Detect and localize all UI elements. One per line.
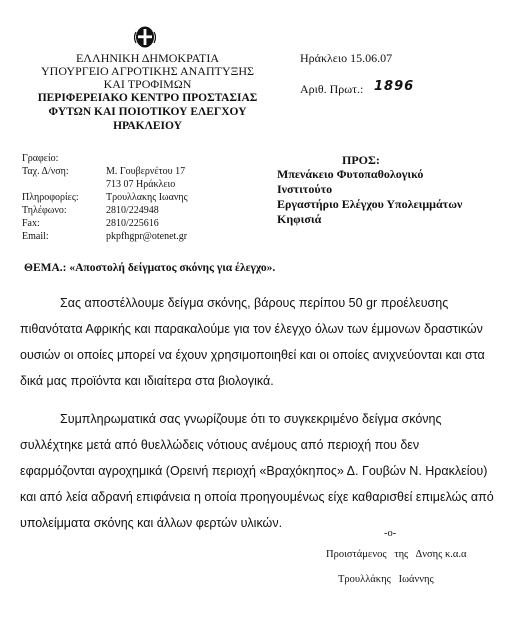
body-p2-line-1: Συμπληρωματικά σας γνωρίζουμε ότι το συγκεκριμένο δείγμα σκόνης <box>60 412 442 426</box>
info-value: Τρουλλακης Ιωανης <box>106 192 188 203</box>
recipient-line-2: Ινστιτούτο <box>277 182 333 196</box>
recipient-line-4: Κηφισιά <box>277 212 322 226</box>
greek-emblem-icon <box>134 26 156 48</box>
email-label: Email: <box>22 231 49 242</box>
ministry-line-2: ΚΑΙ ΤΡΟΦΙΜΩΝ <box>103 77 192 91</box>
body-p2-line-5: υπολείμματα σκόνης και άλλων φερτών υλικών. <box>20 516 283 530</box>
body-p2-line-2: συλλέχτηκε μετά από θυελλώδεις νότιους ανέμους από περιοχή που δεν <box>20 438 420 452</box>
body-p2-line-4: και από λεία αδρανή επιφάνεια η οποία προηγουμένως είχε καθαρισθεί επιμελώς από <box>20 490 494 504</box>
recipient-line-3: Εργαστήριο Ελέγχου Υπολειμμάτων <box>277 197 463 211</box>
fax-value: 2810/225616 <box>106 218 159 229</box>
center-line-2: ΦΥΤΩΝ ΚΑΙ ΠΟΙΟΤΙΚΟΥ ΕΛΕΓΧΟΥ <box>48 106 247 118</box>
signer-name: Τρουλλάκης Ιωάννης <box>338 574 434 585</box>
body-p1-line-2: πιθανότατα Αφρικής και παρακαλούμε για τον έλεγχο όλων των έμμονων δραστικών <box>20 322 483 336</box>
body-p2-line-3: εφαρμόζονται αγροχημικά (Ορεινή περιοχή «Βραχόκηπος» Δ. Γουβών Ν. Ηρακλείου) <box>20 464 488 478</box>
address-label: Ταχ. Δ/νση: <box>22 166 69 177</box>
phone-label: Τηλέφωνο: <box>22 205 67 216</box>
phone-value: 2810/224948 <box>106 205 159 216</box>
subject-line: ΘΕΜΑ.: «Αποστολή δείγματος σκόνης για έλεγχο». <box>24 262 276 274</box>
body-p1-line-1: Σας αποστέλλουμε δείγμα σκόνης, βάρους περίπου 50 gr προέλευσης <box>60 296 449 310</box>
place-date: Ηράκλειο 15.06.07 <box>300 51 393 65</box>
info-label: Πληροφορίες: <box>22 192 79 203</box>
recipient-line-1: Μπενάκειο Φυτοπαθολογικό <box>277 167 424 181</box>
fax-label: Fax: <box>22 218 40 229</box>
address-line-1: Μ. Γουβερνέτου 17 <box>106 166 186 177</box>
center-line-1: ΠΕΡΙΦΕΡΕΙΑΚΟ ΚΕΝΤΡΟ ΠΡΟΣΤΑΣΙΑΣ <box>37 92 258 104</box>
office-label: Γραφείο: <box>22 153 59 164</box>
protocol-number-handwritten: 1896 <box>374 79 415 94</box>
email-value: pkpfhgpr@otenet.gr <box>106 231 188 242</box>
republic-name: ΕΛΛΗΝΙΚΗ ΔΗΜΟΚΡΑΤΙΑ <box>75 51 220 65</box>
body-p1-line-3: ουσιών οι οποίες μπορεί να έχουν χρησιμοποιηθεί και οι οποίες ανιχνεύονται και στα <box>20 348 485 362</box>
address-line-2: 713 07 Ηράκλειο <box>106 179 176 190</box>
center-line-3: ΗΡΑΚΛΕΙΟΥ <box>113 120 182 132</box>
ministry-line-1: ΥΠΟΥΡΓΕΙΟ ΑΓΡΟΤΙΚΗΣ ΑΝΑΠΤΥΞΗΣ <box>41 64 254 78</box>
signer-title: Προιστάμενος της Δνσης κ.α.α <box>326 549 467 560</box>
end-mark: -ο- <box>384 528 397 539</box>
protocol-label: Αριθ. Πρωτ.: <box>300 82 364 96</box>
body-p1-line-4: δικά μας προϊόντα και ιδιαίτερα στα βιολογικά. <box>20 374 274 388</box>
recipient-to-label: ΠΡΟΣ: <box>342 153 380 167</box>
